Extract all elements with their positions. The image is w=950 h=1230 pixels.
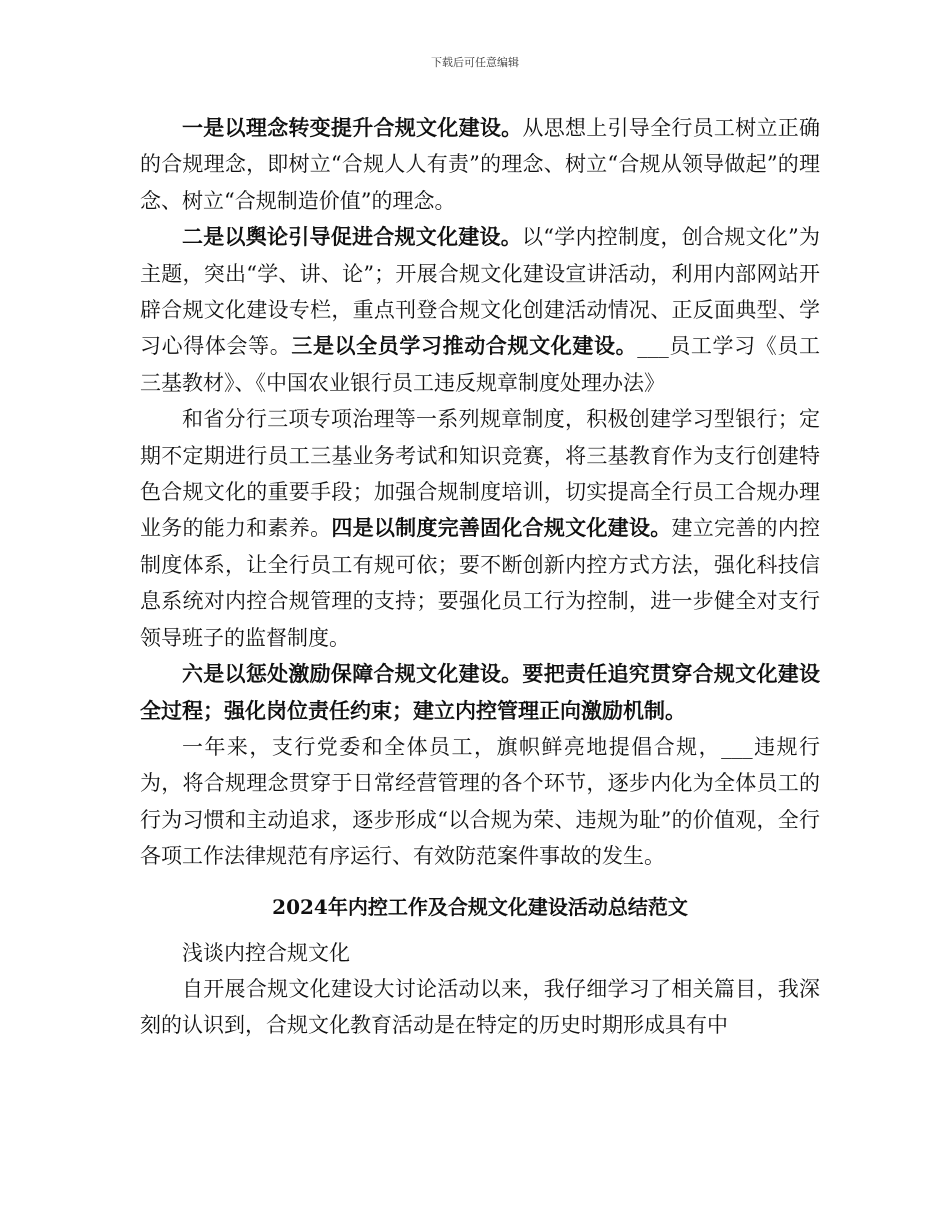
paragraph-1-text: 从思想上引导全行员工树立正确的合规理念，即树立“合规人人有责”的理念、树立“合规从领导做起”的理念、树立“合规制造价值”的理念。 [140,116,821,213]
paragraph-1 [140,110,820,219]
paragraph-2-heading: 二是以舆论引导促进合规文化建设。 [182,224,523,250]
section-intro: 自开展合规文化建设大讨论活动以来，我仔细学习了相关篇目，我深刻的认识到，合规文化教育活动是在特定的历史时期形成具有中 [140,976,820,1038]
paragraph-2-text: 以“学内控制度，创合规文化”为主题，突出“学、讲、论”；开展合规文化建设宣讲活动，利用内部网站开辟合规文化建设专栏，重点刊登合规文化创建活动情况、正反面典型、学习心得体会等。 [140,225,820,359]
section-subtitle: 浅谈内控合规文化 [182,940,350,965]
paragraph-2 [140,219,820,401]
paragraph-3-text-2: 建立完善的内控制度体系，让全行员工有规可依；要不断创新内控方式方法，强化科技信息系统对内控合规管理的支持；要强化员工行为控制，进一步健全对支行领导班子的监督制度。 [140,516,821,650]
paragraph-5: 一年来，支行党委和全体员工，旗帜鲜亮地提倡合规，___违规行为，将合规理念贯穿于日常经营管理的各个环节，逐步内化为全体员工的行为习惯和主动追求，逐步形成“以合规为荣、违规为耻”的价值观，全行各项工作法律规范有序运行、有效防范案件事故的发生。 [140,734,820,869]
paragraph-4: 六是以惩处激励保障合规文化建设。要把责任追究贯穿合规文化建设全过程；强化岗位责任约束；建立内控管理正向激励机制。 [140,661,820,723]
section-title: 2024年内控工作及合规文化建设活动总结范文 [272,894,688,919]
page-header: 下载后可任意编辑 [431,56,519,69]
paragraph-2-text-2: ___员工学习《员工三基教材》、《中国农业银行员工违反规章制度处理办法》 [140,334,821,395]
paragraph-3 [140,401,820,656]
document-body [140,110,820,1044]
paragraph-1-heading: 一是以理念转变提升合规文化建设。 [182,115,523,140]
paragraph-3-heading: 四是以制度完善固化合规文化建设。 [331,515,672,541]
paragraph-2-heading-2: 三是以全员学习推动合规文化建设。 [291,333,638,359]
paragraph-3-text: 和省分行三项专项治理等一系列规章制度，积极创建学习型银行；定期不定期进行员工三基业务考试和知识竞赛，将三基教育作为支行创建特色合规文化的重要手段；加强合规制度培训，切实提高全行员工合规办理业务的能力和素养。 [140,407,820,541]
